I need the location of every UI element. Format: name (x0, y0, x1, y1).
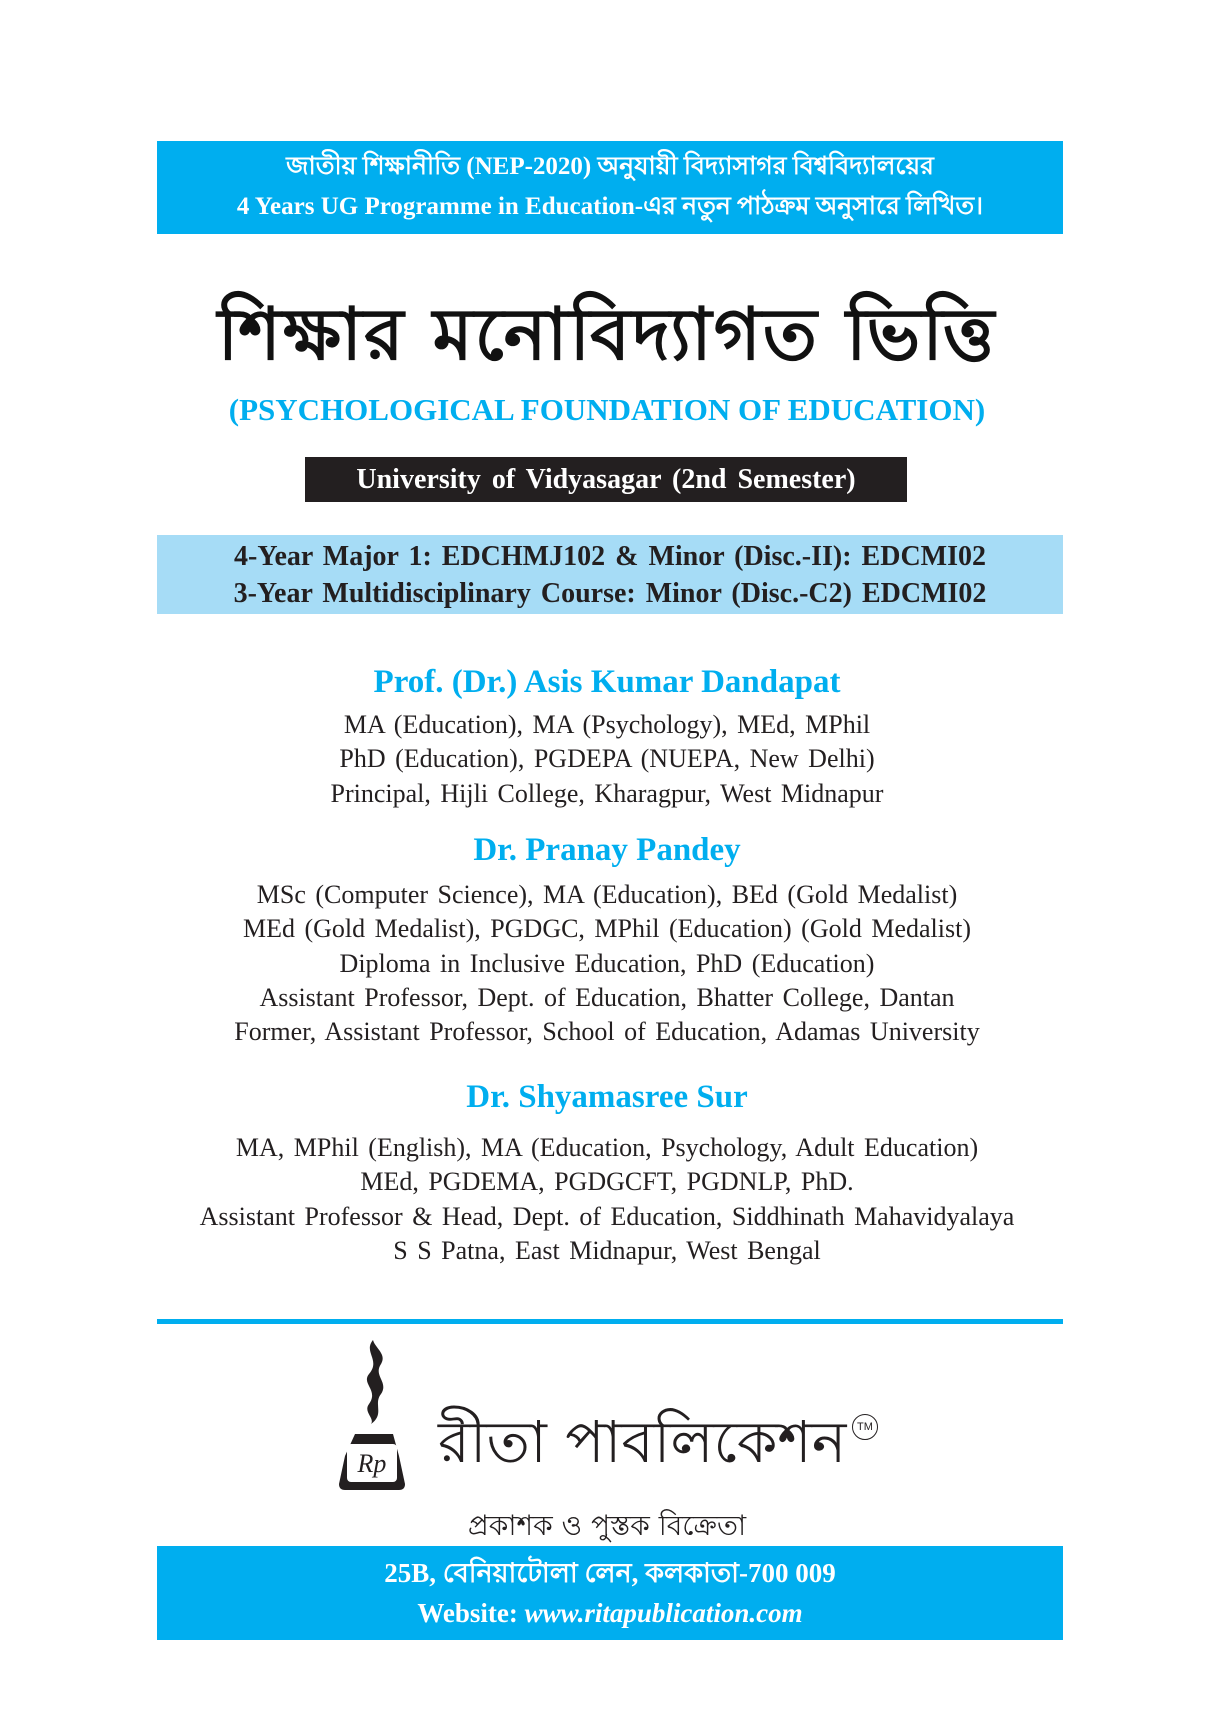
author-credential: MA (Education), MA (Psychology), MEd, MPhil (343, 710, 871, 739)
author-credential: S S Patna, East Midnapur, West Bengal (393, 1235, 821, 1265)
course-line-1: 4-Year Major 1: EDCHMJ102 & Minor (Disc.-II): EDCMI02 (234, 541, 986, 572)
website-line (157, 1593, 1063, 1633)
author-credential: Assistant Professor, Dept. of Education, Bhatter College, Dantan (259, 982, 955, 1012)
author-credential: MEd (Gold Medalist), PGDGC, MPhil (Education) (Gold Medalist) (243, 914, 971, 944)
publisher-address: 25B, বেনিয়াটোলা লেন, কলকাতা-700 009 (384, 1558, 836, 1588)
course-line-2: 3-Year Multidisciplinary Course: Minor (Disc.-C2) EDCMI02 (233, 578, 987, 609)
author-credential: Principal, Hijli College, Kharagpur, West Midnapur (330, 778, 884, 808)
publisher-tagline: প্রকাশক ও পুস্তক বিক্রেতা (467, 1509, 747, 1542)
author-name: Dr. Pranay Pandey (473, 832, 741, 868)
author-credential: PhD (Education), PGDEPA (NUEPA, New Delhi) (339, 744, 875, 774)
author-credential: Diploma in Inclusive Education, PhD (Education) (339, 948, 875, 978)
author-credential: Assistant Professor & Head, Dept. of Education, Siddhinath Mahavidyalaya (199, 1201, 1015, 1231)
book-title: শিক্ষার মনোবিদ্যাগত ভিত্তি (217, 292, 997, 376)
trademark-symbol: TM (852, 1414, 878, 1440)
semester-label: University of Vidyasagar (2nd Semester) (305, 457, 907, 502)
author-2 (0, 830, 1214, 1049)
website-link[interactable]: www.ritapublication.com (524, 1598, 803, 1628)
top-banner (157, 141, 1063, 234)
publisher-logo-icon (335, 1338, 415, 1493)
website-label: Website: (417, 1598, 518, 1628)
author-credential: Former, Assistant Professor, School of Education, Adamas University (234, 1017, 980, 1047)
bottom-banner (157, 1546, 1063, 1640)
author-credential: MA, MPhil (English), MA (Education, Psychology, Adult Education) (235, 1133, 979, 1162)
publisher-brand: রীতা পাবলিকেশন (438, 1408, 847, 1476)
author-1 (0, 662, 1214, 811)
author-credential: MSc (Computer Science), MA (Education), BEd (Gold Medalist) (256, 880, 958, 909)
course-codes (157, 535, 1063, 614)
logo-initials: Rp (357, 1449, 387, 1478)
top-banner-line-2: 4 Years UG Programme in Education-এর নতুন পাঠক্রম অনুসারে লিখিত। (236, 193, 984, 220)
divider (157, 1319, 1063, 1324)
top-banner-line-1: জাতীয় শিক্ষানীতি (NEP-2020) অনুযায়ী বিদ্যাসাগর বিশ্ববিদ্যালয়ের (286, 153, 934, 180)
book-subtitle: (PSYCHOLOGICAL FOUNDATION OF EDUCATION) (228, 392, 986, 427)
author-credential: MEd, PGDEMA, PGDGCFT, PGDNLP, PhD. (360, 1167, 854, 1197)
author-name: Prof. (Dr.) Asis Kumar Dandapat (373, 664, 841, 700)
author-name: Dr. Shyamasree Sur (466, 1079, 748, 1115)
author-3 (0, 1077, 1214, 1268)
